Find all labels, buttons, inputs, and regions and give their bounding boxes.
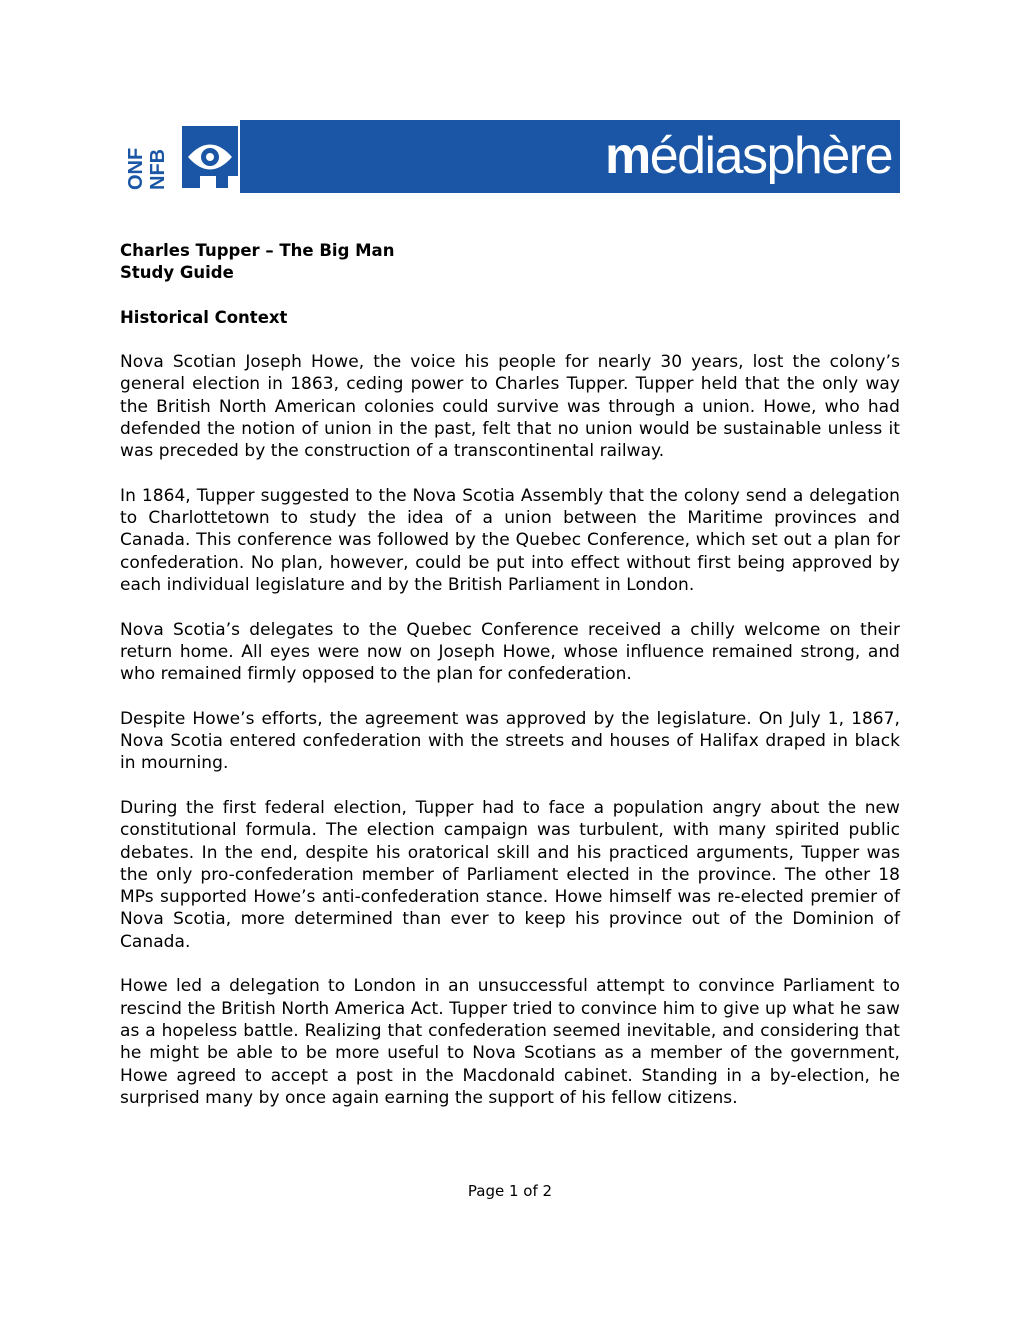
- paragraph: In 1864, Tupper suggested to the Nova Scotia Assembly that the colony send a delegation to Charlottetown to study the idea of a union between the Maritime provinces and Canada. This conference was followed by the Quebec Conference, which set out a plan for confederation. No plan, however, could be put into effect without first being approved by each individual legislature and by the British Parliament in London.: [120, 485, 900, 595]
- mediasphere-wordmark: médiasphère: [604, 127, 892, 185]
- body-text: [120, 351, 900, 1109]
- logo-text-nfb: NFB: [147, 148, 169, 190]
- paragraph: Nova Scotian Joseph Howe, the voice his people for nearly 30 years, lost the colony’s general election in 1863, ceding power to Charles Tupper. Tupper held that the only way the British North American colonies could survive was through a union. Howe, who had defended the notion of union in the past, felt that no union would be sustainable unless it was preceded by the construction of a transcontinental railway.: [120, 352, 900, 462]
- nfb-onf-logo: [120, 120, 240, 193]
- document-subtitle: Study Guide: [120, 263, 234, 282]
- page-number: Page 1 of 2: [467, 1182, 553, 1200]
- document-title: Charles Tupper – The Big Man: [120, 241, 395, 260]
- paragraph: Howe led a delegation to London in an unsuccessful attempt to convince Parliament to rescind the British North America Act. Tupper tried to convince him to give up what he saw as a hopeless battle. Realizing that confederation seemed inevitable, and considering that he might be able to be more useful to Nova Scotians as a member of the government, Howe agreed to accept a post in the Macdonald cabinet. Standing in a by-election, he surprised many by once again earning the support of his fellow citizens.: [120, 976, 900, 1108]
- section-heading: Historical Context: [120, 308, 288, 327]
- eye-icon: [182, 126, 238, 188]
- mediasphere-banner: [120, 120, 900, 193]
- paragraph: Nova Scotia’s delegates to the Quebec Conference received a chilly welcome on their return home. All eyes were now on Joseph Howe, whose influence remained strong, and who remained firmly opposed to the plan for confederation.: [120, 619, 900, 685]
- paragraph: During the first federal election, Tupper had to face a population angry about the new constitutional formula. The election campaign was turbulent, with many spirited public debates. In the end, despite his oratorical skill and his practiced arguments, Tupper was the only pro-confederation member of Parliament elected in the province. The other 18 MPs supported Howe’s anti-confederation stance. Howe himself was re-elected premier of Nova Scotia, more determined than ever to keep his province out of the Dominion of Canada.: [120, 797, 900, 952]
- logo-text-onf: ONF: [125, 147, 147, 190]
- paragraph: Despite Howe’s efforts, the agreement was approved by the legislature. On July 1, 1867, Nova Scotia entered confederation with the streets and houses of Halifax draped in black in mourning.: [120, 708, 900, 774]
